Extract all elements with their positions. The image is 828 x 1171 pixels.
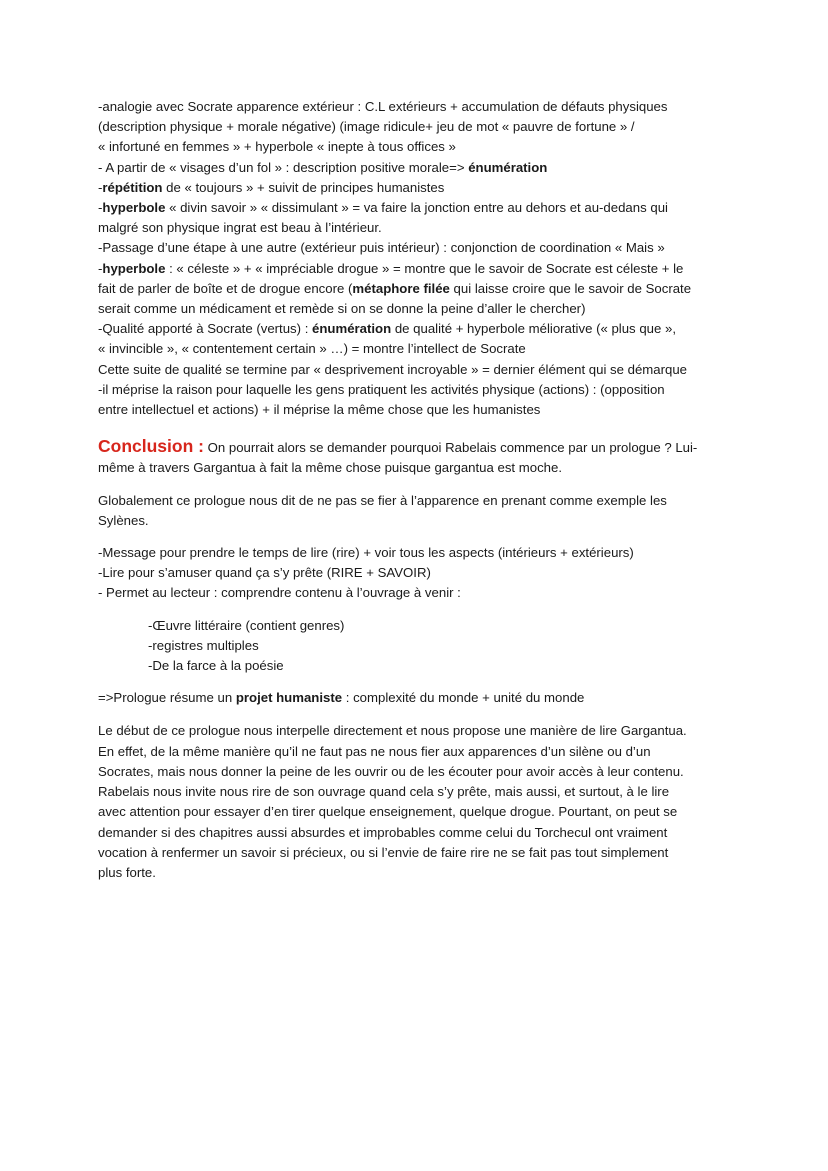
text-line: Socrates, mais nous donner la peine de les ouvrir ou de les écouter pour avoir accès à leur contenu. [98, 763, 684, 779]
text-line: - Permet au lecteur : comprendre contenu à l’ouvrage à venir : [98, 585, 461, 601]
analysis-section [98, 97, 738, 420]
text-line: plus forte. [98, 864, 156, 880]
text-line: -Message pour prendre le temps de lire (rire) + voir tous les aspects (intérieurs + extérieurs) [98, 545, 634, 561]
text-run: : « céleste » + « impréciable drogue » = montre que le savoir de Socrate est céleste + le [165, 260, 684, 276]
text-line: malgré son physique ingrat est beau à l’intérieur. [98, 220, 382, 236]
text-line: Rabelais nous invite nous rire de son ouvrage quand cela s’y prête, mais aussi, et surtout, à le lire [98, 784, 670, 800]
text-line [98, 158, 738, 178]
text-line: En effet, de la même manière qu’il ne faut pas ne nous fier aux apparences d’un silène ou d’un [98, 743, 651, 759]
text-run: - [98, 260, 103, 276]
bold-term: hyperbole [102, 260, 166, 276]
bold-term: répétition [102, 179, 163, 195]
text-line: Sylènes. [98, 512, 149, 528]
text-run: -Qualité apporté à Socrate (vertus) : [98, 321, 313, 337]
text-line: -Lire pour s’amuser quand ça s’y prête (RIRE + SAVOIR) [98, 565, 431, 581]
genre-list [98, 616, 738, 677]
text-run: de « toujours » + suivit de principes humanistes [162, 179, 445, 195]
final-paragraph [98, 721, 738, 883]
text-run: - [98, 179, 103, 195]
document-body [98, 97, 738, 883]
list-item: -registres multiples [148, 637, 259, 653]
text-line: -analogie avec Socrate apparence extérieur : C.L extérieurs + accumulation de défauts physiques [98, 99, 668, 114]
text-line [98, 259, 738, 279]
text-run: fait de parler de boîte et de drogue encore ( [98, 280, 353, 296]
text-line [98, 178, 738, 198]
text-line: entre intellectuel et actions) + il méprise la même chose que les humanistes [98, 402, 541, 418]
text-run: qui laisse croire que le savoir de Socrate [449, 280, 692, 296]
text-line [98, 319, 738, 339]
text-line: Cette suite de qualité se termine par « desprivement incroyable » = dernier élément qui se démarque [98, 361, 688, 377]
text-run: : complexité du monde + unité du monde [342, 690, 585, 706]
bold-term: énumération [468, 159, 548, 175]
conclusion-heading: Conclusion : [98, 436, 204, 457]
resume-line [98, 688, 738, 708]
text-line: serait comme un médicament et remède si on se donne la peine d’aller le chercher) [98, 301, 586, 317]
text-line: demander si des chapitres aussi absurdes et improbables comme celui du Torchecul ont vraiment [98, 824, 668, 840]
text-line: « invincible », « contentement certain » …) = montre l’intellect de Socrate [98, 341, 526, 357]
summary-paragraph [98, 491, 738, 531]
bold-term: métaphore filée [352, 280, 450, 296]
list-item: -Œuvre littéraire (contient genres) [148, 617, 345, 633]
text-line [98, 279, 738, 299]
list-item: -De la farce à la poésie [148, 658, 284, 674]
text-line: vocation à renfermer un savoir si précieux, ou si l’envie de faire rire ne se fait pas tout simplement [98, 844, 669, 860]
text-line [98, 436, 738, 458]
text-line: même à travers Gargantua à fait la même chose puisque gargantua est moche. [98, 460, 563, 476]
text-line: « infortuné en femmes » + hyperbole « inepte à tous offices » [98, 139, 456, 155]
bold-term: énumération [312, 321, 392, 337]
conclusion-section [98, 436, 738, 478]
text-run: de qualité + hyperbole méliorative (« plus que », [391, 321, 676, 337]
bold-term: projet humaniste [235, 690, 343, 706]
text-line: -il méprise la raison pour laquelle les gens pratiquent les activités physique (actions) : (opposition [98, 381, 665, 397]
text-line: avec attention pour essayer d’en tirer quelque enseignement, quelque drogue. Pourtant, on peut se [98, 804, 678, 820]
text-run: On pourrait alors se demander pourquoi Rabelais commence par un prologue ? Lui- [203, 440, 698, 456]
text-line [98, 198, 738, 218]
text-run: =>Prologue résume un [98, 690, 236, 706]
text-line: Le début de ce prologue nous interpelle directement et nous propose une manière de lire Gargantua. [98, 723, 687, 739]
text-line: -Passage d’une étape à une autre (extérieur puis intérieur) : conjonction de coordination « Mais » [98, 240, 665, 256]
text-run: « divin savoir » « dissimulant » = va faire la jonction entre au dehors et au-dedans qui [165, 200, 668, 216]
text-line: Globalement ce prologue nous dit de ne pas se fier à l’apparence en prenant comme exemple les [98, 492, 667, 508]
text-run: - [98, 200, 103, 216]
bold-term: hyperbole [102, 200, 166, 216]
messages-list [98, 543, 738, 604]
text-run: - A partir de « visages d’un fol » : description positive morale=> [98, 159, 469, 175]
text-line: (description physique + morale négative) (image ridicule+ jeu de mot « pauvre de fortune » / [98, 119, 635, 135]
